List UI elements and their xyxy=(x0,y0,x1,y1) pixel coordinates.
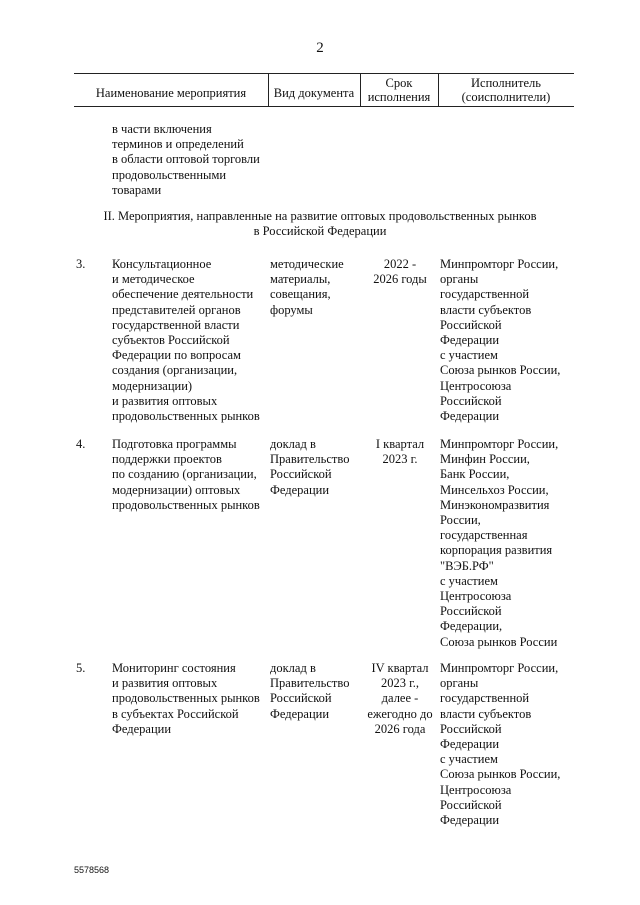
row-activity: Мониторинг состояния и развития оптовых продовольственных рынков в субъектах Российской Федерации xyxy=(112,661,260,736)
row-document: доклад в Правительство Российской Федерации xyxy=(270,437,350,497)
continuation-text: в части включения терминов и определений в области оптовой торговли продовольственными товарами xyxy=(112,122,260,197)
row-executor: Минпромторг России, органы государственной власти субъектов Российской Федерации с участием Союза рынков России, Центросоюза Российской Федерации xyxy=(440,661,561,828)
header-top-rule xyxy=(74,73,574,74)
row-activity: Консультационное и методическое обеспечение деятельности представителей органов государственной власти субъектов Российской Федерации по вопросам создания (организации, модернизации) и развития оптовых продовольственных рынков xyxy=(112,257,260,424)
row-term: I квартал 2023 г. xyxy=(375,437,425,467)
row-number: 5. xyxy=(76,661,86,675)
row-term: IV квартал 2023 г., далее - ежегодно до 2026 года xyxy=(367,661,433,736)
row-number: 4. xyxy=(76,437,86,451)
row-number: 3. xyxy=(76,257,86,271)
row-document: методические материалы, совещания, форумы xyxy=(270,257,344,317)
row-executor: Минпромторг России, органы государственной власти субъектов Российской Федерации с участием Союза рынков России, Центросоюза Российской Федерации xyxy=(440,257,561,424)
section-title: II. Мероприятия, направленные на развитие оптовых продовольственных рынков в Российской Федерации xyxy=(103,209,537,239)
header-term: Срок исполнения xyxy=(367,76,431,104)
row-document: доклад в Правительство Российской Федерации xyxy=(270,661,350,721)
header-executor: Исполнитель (соисполнители) xyxy=(461,76,551,104)
document-code: 5578568 xyxy=(74,865,110,875)
row-activity: Подготовка программы поддержки проектов по созданию (организации, модернизации) оптовых продовольственных рынков xyxy=(112,437,260,512)
row-term: 2022 - 2026 годы xyxy=(373,257,427,287)
row-executor: Минпромторг России, Минфин России, Банк России, Минсельхоз России, Минэкономразвития России, государственная корпорация развития "ВЭБ.РФ" с участием Центросоюза Российской Федерации, Союза рынков России xyxy=(440,437,559,649)
page-number: 2 xyxy=(316,40,324,56)
header-doc: Вид документа xyxy=(273,86,355,100)
header-name: Наименование мероприятия xyxy=(95,86,247,100)
